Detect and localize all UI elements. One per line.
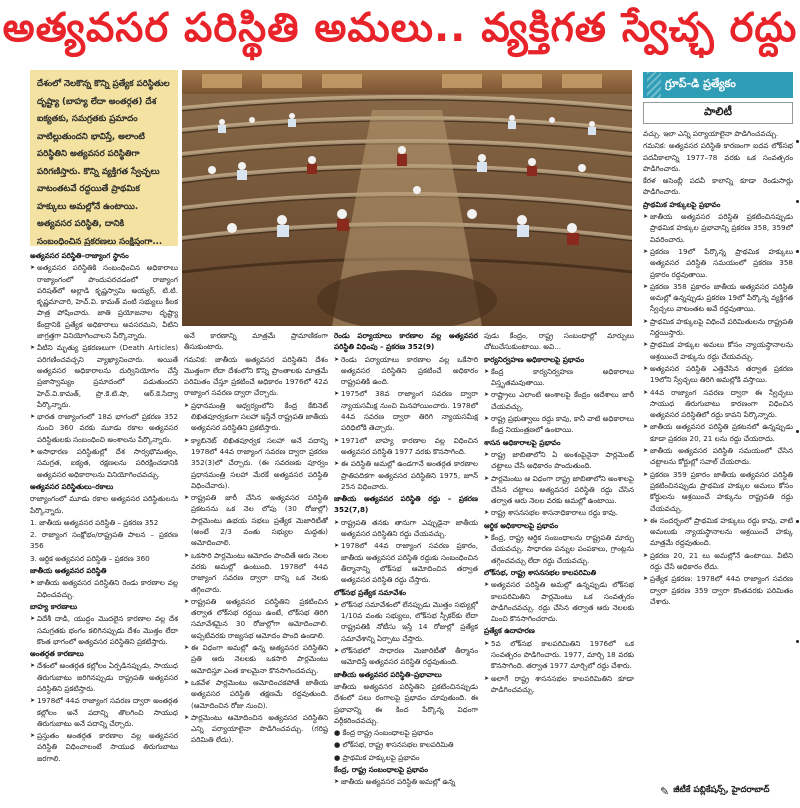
- intro-box: దేశంలో నెలకొన్న కొన్ని ప్రత్యేక పరిస్థితుల దృష్ట్యా (బాహ్య లేదా అంతర్గత) దేశ ఐక్యతకు, సమగ్రతకు ప్రమాదం వాటిల్లుతుందని భావిస్తే, అలాంటి పరిస్థితిని అత్యవసర పరిస్థితిగా పరిగణిస్తారు. కొన్ని వ్యక్తిగత స్వేచ్ఛలు వాటంతటవే రద్దయితే ప్రాథమిక హక్కులు అమల్లోనే ఉంటాయి. అత్యవసర పరిస్థితి, దానికి సంబంధించిన ప్రకరణలు సంక్షిప్తంగా...: [30, 70, 178, 246]
- parliament-chamber-image: [182, 70, 632, 326]
- bullet-paragraph: ➤ ఒకసారి పార్లమెంటు ఆమోదం పొందితే ఆరు నెలల వరకు అమల్లో ఉంటుంది. 1978లో 44వ రాజ్యాంగ సవరణ ద్వారా దాన్ని ఒక నెలకు తగ్గించారు.: [184, 550, 328, 595]
- column-5: [643, 128, 793, 778]
- bullet-paragraph: ➤ కేంద్ర, రాష్ట్ర ఆర్థిక సంబంధాలను రాష్ట్రపతి మార్పు చేయవచ్చు. సాధారణ పన్నుల పంపకాలు, గ్రాంట్లను తగ్గించవచ్చు లేదా రద్దు చేయవచ్చు.: [484, 532, 634, 566]
- bullet-paragraph: ➤ రాష్ట్రపతి జారీ చేసిన అత్యవసర పరిస్థితి ప్రకటనను ఒక నెల లోపు (30 రోజుల్లో) పార్లమెంటు ఉభయ సభలు ప్రత్యేక మెజారిటీతో (అంటే 2/3 వంతు సభ్యుల మద్దతు) ఆమోదించాలి.: [184, 492, 328, 548]
- column-1: [30, 250, 178, 795]
- bullet-paragraph: ➤ 1978లో 44వ రాజ్యాంగ సవరణ ప్రకారం, జాతీయ అత్యవసర పరిస్థితి రద్దుకు సంబంధించిన తీర్మానాన్ని లోక్‌సభ ఆమోదించిన తర్వాత అత్యవసర పరిస్థితి రద్దు చేస్తారు.: [334, 540, 478, 585]
- bullet-paragraph: ➤ 1978లో 44వ రాజ్యాంగ సవరణ ద్వారా అంతర్గత కల్లోలం అనే పదాన్ని తొలగించి సాయుధ తిరుగుబాటు అనే పదాన్ని చేర్చారు.: [30, 695, 178, 729]
- section-heading: జాతీయ అత్యవసర పరిస్థితి రద్దు – ప్రకరణ 352(7,8): [334, 494, 478, 515]
- sidebar-subheading: పాలిటీ: [643, 102, 793, 124]
- bullet-paragraph: ➤ ప్రకరణ 19లో పేర్కొన్న ప్రాథమిక హక్కులు అత్యవసర పరిస్థితి సమయంలో ప్రకరణ 358 ప్రకారం రద్దవుతాయి.: [643, 246, 793, 280]
- bullet-paragraph: ➤ జాతీయ అత్యవసర పరిస్థితి అమల్లో ఉన్న: [334, 776, 478, 787]
- section-heading: ప్రత్యేక ఉదాహరణ: [484, 626, 535, 636]
- paragraph: కేరళ అసెంబ్లీ పదవీ కాలాన్ని కూడా రెండుసార్లు పొడిగించారు.: [643, 176, 793, 197]
- bullet-paragraph: ➤ ప్రధానమంత్రి ఆధ్వర్యంలోని కేంద్ర కేబినెట్‌ లిఖితపూర్వకంగా సలహా ఇస్తేనే రాష్ట్రపతి జాతీయ అత్యవసర పరిస్థితిని ప్రకటిస్తారు.: [184, 400, 328, 434]
- bullet-paragraph: ➤ జాతీయ అత్యవసర పరిస్థితి ప్రకటనలో ఉన్నప్పుడు కూడా ప్రకరణ 20, 21 లను రద్దు చేయరాదు.: [643, 421, 793, 444]
- bullet-paragraph: ➤ అలాగే రాష్ట్ర శాసనసభల కాలపరిమితిని కూడా పొడిగించవచ్చు.: [484, 673, 634, 696]
- section-heading: జాతీయ అత్యవసర పరిస్థితి–ప్రభావాలు: [334, 669, 442, 679]
- paragraph: అనే కారణాన్ని మాత్రమే ప్రామాణికంగా తీసుకుంటారు.: [184, 331, 328, 352]
- bullet-paragraph: ➤ ప్రస్తుతం అంతర్గత కారణాల వల్ల అత్యవసర పరిస్థితి విధించాలంటే సాయుధ తిరుగుబాటు జరగాలి.: [30, 730, 178, 764]
- bullet-paragraph: ➤ జాతీయ అత్యవసర పరిస్థితి ప్రకటించినప్పుడు ప్రాథమిక హక్కుల ప్రభావాన్ని ప్రకరణ 358, 359లో వివరించారు.: [643, 211, 793, 245]
- section-heading: అత్యవసర పరిస్థితులు–రకాలు: [30, 481, 114, 491]
- paragraph: గమనిక: అత్యవసర పరిస్థితి కారణంగా ఐదవ లోక్‌సభ పదవీకాలాన్ని 1977–78 వరకు ఒక సంవత్సరం పొడిగించారు.: [643, 141, 793, 173]
- edge-bullet: [796, 140, 799, 143]
- bullet-paragraph: ➤ ఈ పరిస్థితి అమల్లో ఉండగానే అంతర్గత కారణాల ప్రాతిపదికగా అత్యవసర పరిస్థితిని 1975, జూన్‌ 25న విధించారు.: [334, 458, 478, 492]
- sidebar-heading: [643, 72, 793, 98]
- bullet-paragraph: ➤ ప్రాథమిక హక్కుల అమలు కోసం న్యాయస్థానాలను ఆశ్రయించే హక్కును రద్దు చేయవచ్చు.: [643, 339, 793, 362]
- bullet-paragraph: ➤ 1975లో 38వ రాజ్యాంగ సవరణ ద్వారా న్యాయసమీక్ష నుంచి మినహాయించారు. 1978లో 44వ సవరణ ద్వారా తిరిగి న్యాయసమీక్ష పరిధిలోకి తెచ్చారు.: [334, 388, 478, 433]
- section-heading: జాతీయ అత్యవసర పరిస్థితి: [30, 566, 107, 576]
- hatch-decoration: [647, 72, 661, 98]
- bullet-paragraph: ➤ ఒకవేళ పార్లమెంటు ఆమోదించకపోతే జాతీయ అత్యవసర పరిస్థితి తక్షణమే రద్దవుతుంది. (ఆమోదించిన రోజు నుంచి).: [184, 677, 328, 711]
- bullet-paragraph: ➤ రాష్ట్రపతి అత్యవసర పరిస్థితిని ప్రకటించిన తర్వాత లోక్‌సభ రద్దయి ఉంటే, లోక్‌సభ తిరిగి సమావేశమైన 30 రోజుల్లోగా ఆమోదించాలి. అప్పటివరకు రాజ్యసభ ఆమోదం పొంది ఉండాలి.: [184, 596, 328, 641]
- paragraph: 1. జాతీయ అత్యవసర పరిస్థితి – ప్రకరణ 352: [30, 517, 159, 527]
- section-heading: అత్యవసర పరిస్థితి–రాజ్యాంగ స్థానం: [30, 251, 129, 260]
- bullet-paragraph: ➤ ప్రకరణ 359 ప్రకారం జాతీయ అత్యవసర పరిస్థితి ప్రకటించినప్పుడు ప్రాథమిక హక్కుల అమలు కోసం కోర్టులను ఆశ్రయించే హక్కును రాష్ట్రపతి రద్దు చేయవచ్చు.: [643, 469, 793, 514]
- bullet-paragraph: ➤ ప్రాథమిక హక్కులపై విధించే పరిమితులను రాష్ట్రపతి నిర్ణయిస్తారు.: [643, 316, 793, 339]
- bullet-paragraph: ➤ రాష్ట్ర ప్రభుత్వాలు రద్దు కావు, కానీ వాటి అధికారాలు కేంద్ర నియంత్రణలో ఉంటాయి.: [484, 413, 634, 436]
- paragraph: పుడు కేంద్రం, రాష్ట్ర సంబంధాల్లో మార్పులు చోటుచేసుకుంటాయి. అవి...: [484, 331, 634, 352]
- section-heading: బాహ్య కారణాలు: [30, 601, 78, 611]
- bullet-paragraph: ➤ ప్రకరణ 20, 21 లు అమల్లోనే ఉంటాయి. వీటిని రద్దు చేసే అధికారం లేదు.: [643, 550, 793, 573]
- paragraph: రాజ్యాంగంలో మూడు రకాల అత్యవసర పరిస్థితులను పేర్కొన్నారు.: [30, 494, 178, 515]
- edge-bullet: [796, 250, 799, 253]
- section-heading: లోక్‌సభ, రాష్ట్ర శాసనసభల కాలపరిమితి: [484, 567, 597, 577]
- bullet-paragraph: ➤ ప్రకరణ 358 ప్రకారం జాతీయ అత్యవసర పరిస్థితి అమల్లో ఉన్నప్పుడు ప్రకరణ 19లో పేర్కొన్న వ్యక్తిగత స్వేచ్ఛలు వాటంతట అవే రద్దవుతాయి.: [643, 281, 793, 315]
- bullet-paragraph: ➤ ఈ సందర్భంలో ప్రాథమిక హక్కులు రద్దు కావు, వాటి అమలుకు న్యాయస్థానాలను ఆశ్రయించే హక్కు మాత్రమే రద్దవుతుంది.: [643, 515, 793, 549]
- bullet-paragraph: ➤ లోక్‌సభ సమావేశంలో లేనప్పుడు మొత్తం సభ్యుల్లో 1/10వ వంతు సభ్యులు, లోక్‌సభ స్పీకర్‌కు లేదా రాష్ట్రపతికి నోటీసు ఇస్తే 14 రోజుల్లో ప్రత్యేక సమావేశాన్ని ఏర్పాటు చేస్తారు.: [334, 599, 478, 644]
- sidebar-heading-text: గ్రూప్‌-డి ప్రత్యేకం: [665, 77, 736, 90]
- bullet-paragraph: ➤ వీటిని మృత్యు ప్రకరణలుగా (Death Articles) పరిగణించవచ్చని వ్యాఖ్యానించారు. అయితే అత్యవసర అధికారాలను దుర్వినియోగం చేస్తే ప్రజాస్వామ్యం ప్రమాదంలో పడుతుందని హెచ్‌.వి.కామత్‌, ప్రొ.కె.టి.షా, ఆర్‌.కె.సిద్వా పేర్కొన్నారు.: [30, 342, 178, 410]
- edge-bullet: [796, 200, 799, 203]
- bullet-paragraph: ➤ కేంద్ర కార్యనిర్వహణ అధికారాలు విస్తృతమవుతాయి.: [484, 366, 634, 389]
- paragraph: ● ప్రాథమిక హక్కులపై ప్రభావం: [334, 752, 420, 762]
- paragraph: 3. ఆర్థిక అత్యవసర పరిస్థితి – ప్రకరణ 360: [30, 553, 150, 563]
- bullet-paragraph: ➤ భారత రాజ్యాంగంలో 18వ భాగంలో ప్రకరణ 352 నుంచి 360 వరకు మూడు రకాల అత్యవసర పరిస్థితులకు సంబంధించి అంశాలను పేర్కొన్నారు.: [30, 411, 178, 445]
- bullet-paragraph: ➤ దేశంలో అంతర్గత కల్లోలం ఏర్పడినప్పుడు, సాయుధ తిరుగుబాటు జరిగినప్పుడు రాష్ట్రపతి అత్యవసర పరిస్థితిని ప్రకటిస్తారు.: [30, 660, 178, 694]
- bullet-paragraph: ➤ రాష్ట్ర శాసనసభల శాసనాధికారాలు రద్దు కావు.: [484, 507, 634, 518]
- paragraph: వచ్చు. ఇలా ఎన్ని పర్యాయాలైనా పొడిగించవచ్చు.: [643, 129, 779, 138]
- section-heading: కేంద్ర, రాష్ట్ర సంబంధాలపై ప్రభావం: [334, 764, 429, 774]
- section-heading: అంతర్గత కారణాలు: [30, 649, 84, 659]
- section-heading: ఆర్థిక అధికారాలపై ప్రభావం: [484, 520, 559, 530]
- bullet-paragraph: ➤ అత్యవసర పరిస్థితి అమల్లో ఉన్నప్పుడు లోక్‌సభ కాలపరిమితిని పార్లమెంటు ఒక సంవత్సరం పొడిగించవచ్చు. రద్దు చేసిన తర్వాత ఆరు నెలలకు మించి కొనసాగించరాదు.: [484, 579, 634, 624]
- bullet-paragraph: ➤ 1971లో బాహ్య కారణాల వల్ల విధించిన అత్యవసర పరిస్థితి 1977 వరకు కొనసాగింది.: [334, 435, 478, 458]
- bullet-paragraph: ➤ అత్యవసర పరిస్థితి ఎత్తివేసిన తర్వాత ప్రకరణ 19లోని స్వేచ్ఛలు తిరిగి అమల్లోకి వస్తాయి.: [643, 363, 793, 386]
- paragraph: ● లోక్‌సభ, రాష్ట్ర శాసనసభల కాలపరిమితి: [334, 740, 454, 750]
- bullet-paragraph: ➤ పార్లమెంటు ఆ విధంగా రాష్ట్ర జాబితాలోని అంశాలపై చేసిన చట్టాలు అత్యవసర పరిస్థితి రద్దు చేసిన తర్వాత ఆరు నెలల వరకు అమల్లో ఉంటాయి.: [484, 473, 634, 507]
- parliament-photo: [182, 70, 632, 326]
- bullet-paragraph: ➤ ఈ విధంగా అమల్లో ఉన్న అత్యవసర పరిస్థితిని ప్రతి ఆరు నెలలకు ఒకసారి పార్లమెంటు ఆమోదిస్తూ ఎంత కాలమైనా కొనసాగించవచ్చు.: [184, 642, 328, 676]
- section-heading: ప్రాథమిక హక్కులపై ప్రభావం: [643, 199, 721, 209]
- bullet-paragraph: ➤ లోక్‌సభలో సాధారణ మెజారిటీతో తీర్మానం ఆమోదిస్తే అత్యవసర పరిస్థితి రద్దవుతుంది.: [334, 645, 478, 668]
- paragraph: జాతీయ అత్యవసర పరిస్థితిని ప్రకటించినప్పుడు దేశంలో పలు రంగాలపై ప్రభావం చూపుతుంది. ఈ ప్రభావాన్ని ఈ కింద పేర్కొన్న విధంగా వర్గీకరించవచ్చు.: [334, 681, 478, 725]
- bullet-paragraph: ➤ జాతీయ అత్యవసర పరిస్థితిని రెండు కారణాల వల్ల విధించవచ్చు.: [30, 577, 178, 600]
- edge-bullet: [796, 520, 799, 523]
- section-heading: లోక్‌సభ ప్రత్యేక సమావేశం: [334, 587, 407, 597]
- bullet-paragraph: ➤ ప్రత్యేక ప్రకరణ: 1978లో 44వ రాజ్యాంగ సవరణ ద్వారా ప్రకరణ 359 ద్వారా కొంతవరకు పరిమితం చేశారు.: [643, 573, 793, 607]
- edge-bullet: [796, 430, 799, 433]
- bullet-paragraph: ➤ పార్లమెంటు ఆమోదించిన అత్యవసర పరిస్థితిని ఎన్ని పర్యాయాలైనా పొడిగించవచ్చు. (గరిష్ట పరిమితి లేదు).: [184, 712, 328, 746]
- column-4: [484, 330, 634, 800]
- bullet-paragraph: ➤ అసాధారణ పరిస్థితుల్లో దేశ సార్వభౌమత్వం, సమగ్రత, ఐక్యత, రక్షణలను పరిరక్షించడానికి అత్యవసర అధికారాలను వినియోగించవచ్చు.: [30, 446, 178, 480]
- bullet-paragraph: ➤ క్యాబినెట్‌ లిఖితపూర్వక సలహా అనే పదాన్ని 1978లో 44వ రాజ్యాంగ సవరణ ద్వారా ప్రకరణ 352(3)లో చేర్చారు. (ఈ సవరణకు పూర్వం ప్రధానమంత్రి సలహా మేరకే అత్యవసర పరిస్థితి విధించేవారు).: [184, 435, 328, 491]
- bullet-paragraph: ➤ 5వ లోక్‌సభ కాలపరిమితిని 1976లో ఒక సంవత్సరం పొడిగించారు. 1977, మార్చి 18 వరకు కొనసాగింది. తర్వాత 1977 మార్చిలో రద్దు చేశారు.: [484, 638, 634, 672]
- bullet-paragraph: ➤ 44వ రాజ్యాంగ సవరణ ద్వారా ఈ స్వేచ్ఛలు సాయుధ తిరుగుబాటు కారణంగా విధించిన అత్యవసర పరిస్థితిలో రద్దు కావని పేర్కొన్నారు.: [643, 387, 793, 421]
- publisher-credit: [660, 782, 794, 800]
- paragraph: గమనిక: జాతీయ అత్యవసర పరిస్థితిని దేశం మొత్తంగా లేదా దేశంలోని కొన్ని ప్రాంతాలకు మాత్రమే పరిమితం చేస్తూ ప్రకటించే అధికారం 1976లో 42వ రాజ్యాంగ సవరణ ద్వారా చేర్చారు.: [184, 354, 328, 398]
- bullet-paragraph: ➤ రాష్ట్రపతి తనకు తానుగా ఎప్పుడైనా జాతీయ అత్యవసర పరిస్థితిని రద్దు చేయవచ్చు.: [334, 517, 478, 540]
- bullet-paragraph: ➤ అత్యవసర పరిస్థితికి సంబంధించిన అధికారాలు రాజ్యాంగంలో పొందుపరచడంలో రాజ్యాంగ పరిషత్‌లో అల్లాడి కృష్ణస్వామి అయ్యర్‌, టి.టి. కృష్ణమాచారి, హెచ్‌.వి. కామత్‌ వంటి సభ్యులు కీలక పాత్ర పోషించారు. జాతి ప్రయోజనాల దృష్ట్యా కేంద్రానికి ప్రత్యేక అధికారాలు అవసరమని, వీటిని జాగ్రత్తగా వినియోగించాలని పేర్కొన్నారు.: [30, 262, 178, 341]
- section-heading: శాసన అధికారాలపై ప్రభావం: [484, 437, 561, 447]
- bullet-paragraph: ➤ రెండు పర్యాయాలు కారణాల వల్ల ఒకేసారి అత్యవసర పరిస్థితిని ప్రకటించే అధికారం రాష్ట్రపతికి ఉంది.: [334, 354, 478, 388]
- edge-bullet: [796, 640, 799, 643]
- bullet-paragraph: ➤ విదేశీ దాడి, యుద్ధం మొదలైన కారణాల వల్ల దేశ సమగ్రతకు భంగం కలిగినప్పుడు దేశం మొత్తం లేదా కొంత భాగంలో అత్యవసర పరిస్థితిని ప్రకటిస్తారు.: [30, 613, 178, 647]
- publisher-name: జీటీకే పబ్లికేషన్స్‌, హైదరాబాద్‌: [673, 785, 770, 795]
- column-3: [334, 330, 478, 800]
- paragraph: 2. రాజ్యాంగ సంక్షోభం/రాష్ట్రపతి పాలన – ప్రకరణ 356: [30, 530, 178, 551]
- bullet-paragraph: ➤ జాతీయ అత్యవసర పరిస్థితి సమయంలో చేసిన చట్టాలను కోర్టుల్లో సవాల్‌ చేయరాదు.: [643, 445, 793, 468]
- column-2: [184, 330, 328, 800]
- headline: అత్యవసర పరిస్థితి అమలు.. వ్యక్తిగత స్వేచ్ఛ రద్దు: [2, 5, 798, 51]
- pen-icon: ✎: [660, 784, 670, 798]
- section-heading: కార్యనిర్వహణ అధికారాలపై ప్రభావం: [484, 354, 585, 364]
- bullet-paragraph: ➤ రాష్ట్ర జాబితాలోని ఏ అంశంపైనైనా పార్లమెంట్‌ చట్టాలు చేసే అధికారం పొందుతుంది.: [484, 449, 634, 472]
- section-heading: రెండు పర్యాయాలు కారణాల వల్ల అత్యవసర పరిస్థితి విధింపు – ప్రకరణ 352(9): [334, 331, 478, 352]
- paragraph: ● కేంద్ర రాష్ట్ర సంబంధాలపై ప్రభావం: [334, 728, 434, 738]
- bullet-paragraph: ➤ రాష్ట్రాలు ఎలాంటి అంశాలపై కేంద్రం ఆదేశాలు జారీ చేయవచ్చు.: [484, 389, 634, 412]
